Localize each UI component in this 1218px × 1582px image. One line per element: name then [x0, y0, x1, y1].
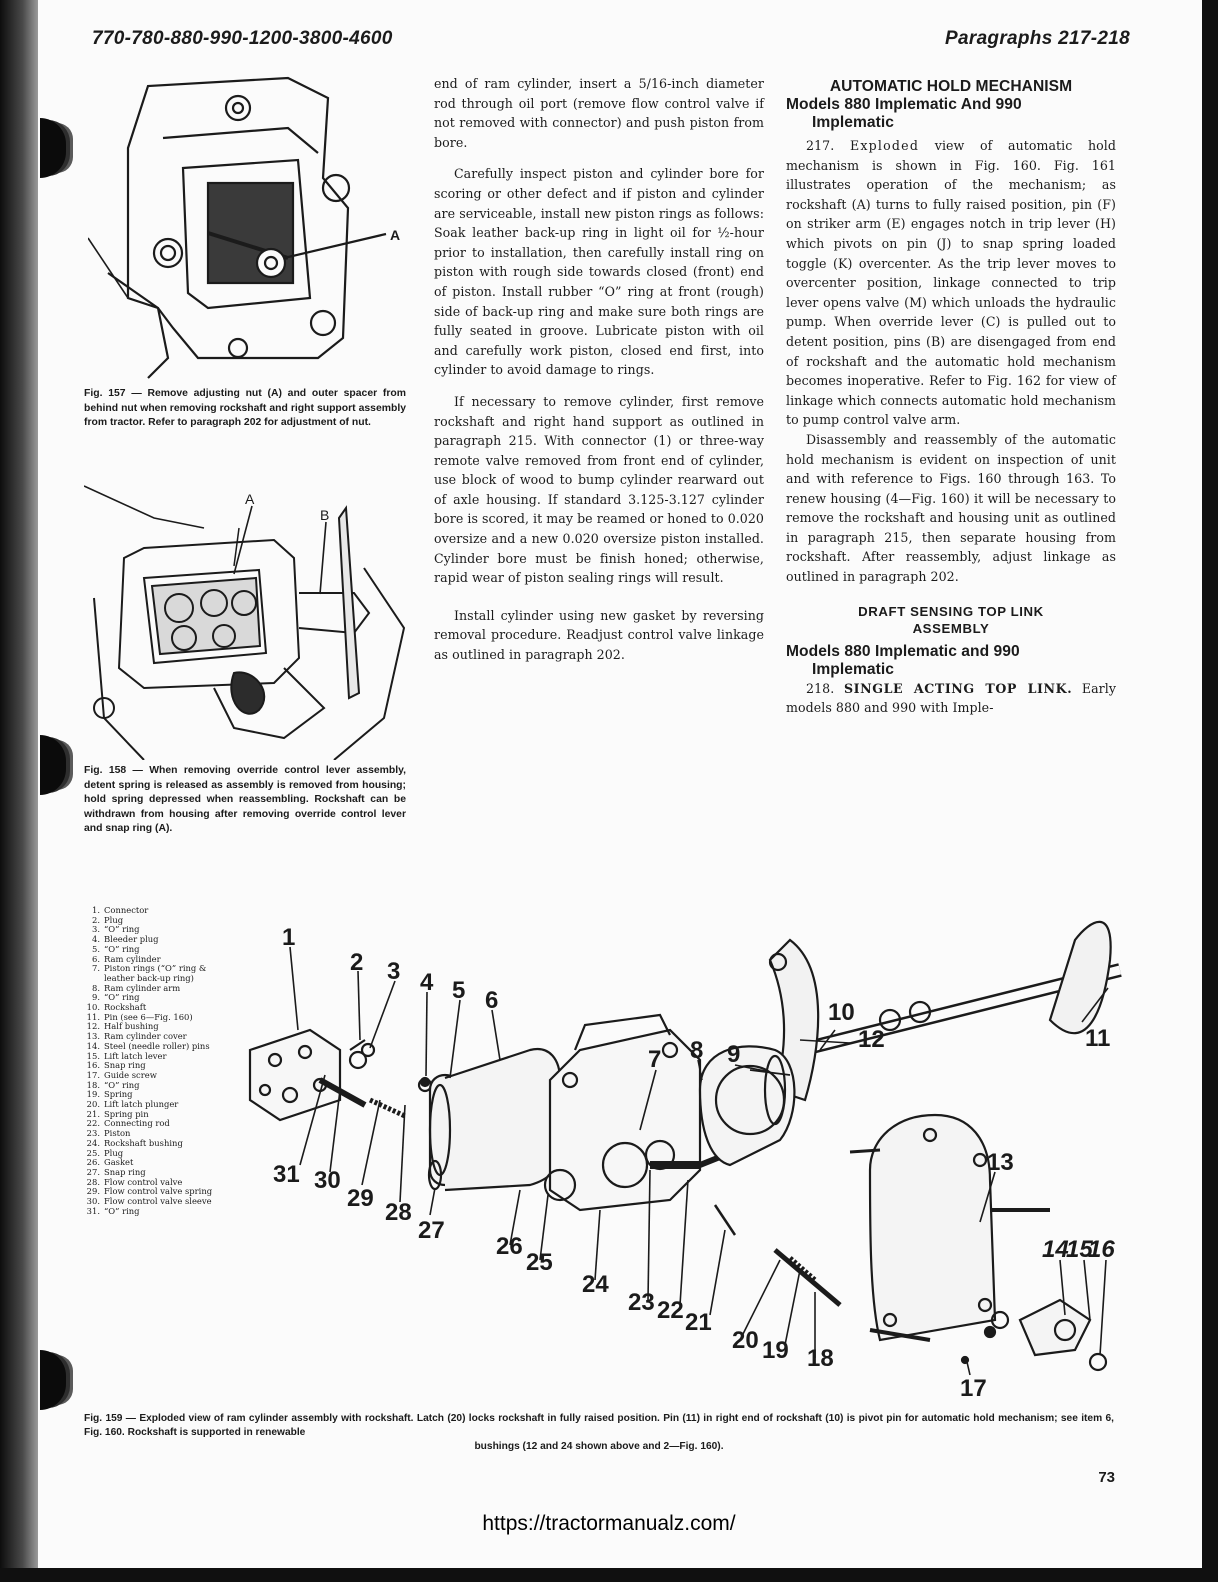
callout-30: 30: [314, 1167, 341, 1194]
legend-item-number: 14.: [86, 1040, 100, 1051]
legend-item-number: 8.: [92, 982, 100, 993]
paragraph-218-heading: SINGLE ACTING TOP LINK.: [843, 680, 1073, 696]
legend-item-number: 3.: [92, 924, 100, 935]
col2-paragraph-4: Install cylinder using new gasket by reversing removal procedure. Readjust control valve linkage as outlined in paragraph 202.: [434, 607, 764, 663]
legend-item-number: 13.: [86, 1031, 100, 1042]
page-number: 73: [1098, 1469, 1115, 1486]
paragraph-218: [786, 679, 1116, 718]
callout-16: 16: [1088, 1236, 1115, 1263]
fig157-label-a: A: [390, 227, 401, 243]
fig159-drawing: [230, 900, 1130, 1400]
callout-8: 8: [690, 1037, 704, 1064]
heading-draft-line2: ASSEMBLY: [912, 620, 990, 636]
callout-29: 29: [347, 1185, 374, 1212]
callout-4: 4: [420, 969, 434, 996]
col2-paragraph-3: If necessary to remove cylinder, first remove rockshaft and right hand support as outlined in paragraph 215. With connector (1) or three-way remote valve removed from front end of cylinder, use block of wood to bump cylinder rearward out of axle housing. If standard 3.125-3.127 cylinder bore is scored, it may be reamed or honed to 0.020 oversize and a new 0.020 oversize piston installed. Cylinder bore must be finish honed; otherwise, rapid wear of piston sealing rings will result.: [434, 393, 764, 586]
paragraph-218-number: 218.: [806, 680, 835, 696]
paragraph-disassembly: Disassembly and reassembly of the automatic hold mechanism is evident on inspection of unit and with reference to Figs. 160 through 163. To renew housing (4—Fig. 160) it will be necessary to remove the rockshaft and housing unit as outlined in paragraph 215, then separate housing from rockshaft. After reassembly, adjust linkage as outlined in paragraph 202.: [786, 431, 1116, 585]
legend-item-text: Flow control valve: [104, 1176, 183, 1187]
heading-automatic-hold: AUTOMATIC HOLD MECHANISM: [829, 78, 1073, 95]
legend-item-text: “O” ring: [104, 992, 140, 1003]
fig157-leader-line: [284, 234, 386, 258]
callout-3: 3: [387, 958, 401, 985]
legend-item-text: Plug: [104, 1147, 124, 1158]
legend-item-text: Spring: [104, 1089, 133, 1100]
callout-27: 27: [418, 1217, 445, 1244]
callout-10: 10: [828, 999, 855, 1026]
fig157-caption: Fig. 157 — Remove adjusting nut (A) and outer spacer from behind nut when removing rockshaft and right support assembly from tractor. Refer to paragraph 202 for adjustment of nut.: [84, 388, 406, 428]
heading-draft-sensing: [786, 603, 1116, 637]
legend-item-text: Connector: [104, 905, 149, 915]
heading-models-2-line1: Models 880 Implematic and 990: [786, 642, 1020, 660]
legend-item-number: 4.: [92, 934, 100, 945]
legend-item-number: 28.: [86, 1176, 100, 1187]
legend-item-text: “O” ring: [104, 924, 140, 935]
heading-models-2: [786, 643, 1116, 679]
legend-item-text: “O” ring: [104, 1205, 140, 1216]
legend-item-text: Rockshaft: [104, 1002, 147, 1013]
legend-item-text: Connecting rod: [104, 1118, 170, 1129]
paragraph-217-number: 217.: [806, 138, 835, 153]
fig159-caption-main: Fig. 159 — Exploded view of ram cylinder assembly with rockshaft. Latch (20) locks rockshaft in fully raised position. Pin (11) in right end of rockshaft (10) is pivot pin for automatic hold mechanism; see item 6, Fig. 160. Rockshaft is supported in renewable: [84, 1413, 1114, 1438]
legend-item-number: 24.: [86, 1137, 100, 1148]
scan-border-bottom: [0, 1568, 1218, 1582]
legend-item-number: 29.: [86, 1186, 100, 1197]
legend-item-number: 12.: [86, 1021, 100, 1032]
legend-item-number: 16.: [86, 1060, 100, 1071]
legend-item-text: Flow control valve sleeve: [104, 1196, 212, 1207]
legend-item-text: Gasket: [104, 1157, 134, 1168]
fig158-label-b: B: [320, 507, 330, 523]
legend-item-number: 17.: [86, 1069, 100, 1080]
legend-item-text: Flow control valve spring: [104, 1186, 213, 1197]
legend-item-number: 2.: [92, 914, 100, 925]
legend-item-text: Pin (see 6—Fig. 160): [104, 1011, 193, 1022]
legend-item-text: Lift latch plunger: [104, 1099, 179, 1110]
legend-item-number: 5.: [92, 943, 100, 954]
fig158-illustration: [84, 478, 410, 760]
heading-models-1-line2: Implematic: [812, 114, 894, 131]
binding-shadow: [0, 0, 38, 1568]
fig158-label-a: A: [245, 491, 255, 507]
column-middle: [434, 74, 764, 677]
callout-5: 5: [452, 977, 466, 1004]
legend-item-text: “O” ring: [104, 1079, 140, 1090]
fig159-parts-legend: [84, 906, 224, 1217]
callout-18: 18: [807, 1345, 834, 1372]
paragraph-218-text: Early models 880 and 990 with Imple-: [786, 680, 1116, 716]
header-paragraphs: Paragraphs 217-218: [945, 28, 1130, 49]
legend-item-number: 19.: [86, 1089, 100, 1100]
legend-item-number: 25.: [86, 1147, 100, 1158]
legend-item-text: “O” ring: [104, 943, 140, 954]
callout-31: 31: [273, 1161, 300, 1188]
fig159-caption-last-line: bushings (12 and 24 shown above and 2—Fig. 160).: [474, 1441, 724, 1452]
legend-item-number: 1.: [92, 905, 100, 915]
callout-28: 28: [385, 1199, 412, 1226]
scan-border-right: [1202, 0, 1218, 1582]
legend-item-number: 9.: [92, 992, 100, 1003]
fig157-illustration: [88, 58, 410, 383]
paragraph-217-lead: Exploded: [849, 138, 920, 153]
callout-17: 17: [960, 1375, 987, 1400]
callout-9: 9: [727, 1041, 741, 1068]
callout-19: 19: [762, 1337, 789, 1364]
legend-item-number: 27.: [86, 1166, 100, 1177]
legend-item-text: Spring pin: [104, 1108, 149, 1119]
callout-6: 6: [485, 987, 499, 1014]
heading-models-2-line2: Implematic: [812, 660, 894, 678]
legend-item-number: 26.: [86, 1157, 100, 1168]
legend-item-text: Half bushing: [104, 1021, 159, 1032]
callout-26: 26: [496, 1233, 523, 1260]
callout-13: 13: [987, 1149, 1014, 1176]
heading-models-1: [786, 96, 1116, 132]
legend-item-number: 31.: [86, 1205, 100, 1216]
fig158-leader-b: [320, 522, 326, 594]
legend-item-number: 11.: [86, 1011, 100, 1022]
legend-item-number: 7.: [92, 963, 100, 974]
callout-7: 7: [648, 1046, 662, 1073]
callout-14: 14: [1042, 1236, 1069, 1263]
heading-draft-line1: DRAFT SENSING TOP LINK: [858, 603, 1044, 619]
callout-20: 20: [732, 1327, 759, 1354]
legend-item: [84, 1207, 224, 1217]
callout-2: 2: [350, 949, 364, 976]
legend-item-number: 15.: [86, 1050, 100, 1061]
callout-11: 11: [1085, 1025, 1111, 1052]
legend-item-text: Piston: [104, 1128, 131, 1139]
fig159-illustration: [230, 900, 1130, 1400]
callout-22: 22: [657, 1297, 684, 1324]
legend-item-number: 30.: [86, 1196, 100, 1207]
legend-item-number: 22.: [86, 1118, 100, 1129]
fig159-caption: [84, 1412, 1114, 1454]
fig158-drawing: [84, 478, 410, 760]
fig158-caption: Fig. 158 — When removing override control lever assembly, detent spring is released as assembly is removed from housing; hold spring depressed when reassembling. Rockshaft can be withdrawn from housing after removing override control lever and snap ring (A).: [84, 765, 406, 834]
paragraph-217: [786, 136, 1116, 430]
callout-24: 24: [582, 1271, 609, 1298]
fig157-drawing: [88, 58, 410, 383]
callout-12: 12: [858, 1026, 885, 1053]
legend-item-number: 18.: [86, 1079, 100, 1090]
legend-item-text: Piston rings (“O” ring & leather back-up ring): [104, 963, 207, 983]
legend-item-number: 23.: [86, 1128, 100, 1139]
legend-item-number: 20.: [86, 1099, 100, 1110]
source-url: https://tractormanualz.com/: [482, 1512, 736, 1535]
legend-item-text: Steel (needle roller) pins: [104, 1040, 210, 1051]
legend-item-text: Snap ring: [104, 1166, 146, 1177]
legend-item: [84, 964, 224, 983]
legend-item-text: Bleeder plug: [104, 934, 159, 945]
legend-item-text: Lift latch lever: [104, 1050, 167, 1061]
column-right: [786, 78, 1116, 718]
legend-item-text: Ram cylinder arm: [104, 982, 181, 993]
legend-item-text: Rockshaft bushing: [104, 1137, 183, 1148]
header-models: 770-780-880-990-1200-3800-4600: [92, 28, 393, 49]
legend-item-number: 10.: [86, 1002, 100, 1013]
col2-paragraph-2: Carefully inspect piston and cylinder bore for scoring or other defect and if piston and cylinder are serviceable, install new piston rings as follows: Soak leather back-up ring in light oil for ½-hour prior to installation, then carefully install ring on piston with rough side towards closed (front) end of piston. Install rubber “O” ring at front (rough) side of back-up ring and make sure both rings are fully seated in groove. Lubricate piston with oil and carefully work piston, closed end first, into cylinder to avoid damage to rings.: [434, 166, 764, 378]
callout-1: 1: [282, 924, 296, 951]
legend-item-number: 21.: [86, 1108, 100, 1119]
callout-15: 15: [1066, 1236, 1093, 1263]
heading-models-1-line1: Models 880 Implematic And 990: [786, 96, 1022, 113]
paragraph-217-text: view of automatic hold mechanism is shown in Fig. 160. Fig. 161 illustrates operation of the mechanism; as rockshaft (A) turns to fully raised position, pin (F) on striker arm (E) engages notch in trip lever (H) which pivots on pin (J) to snap spring loaded toggle (K) overcenter. As the trip lever moves to overcenter position, linkage connected to trip lever opens valve (M) which unloads the hydraulic pump. When override lever (C) is pulled out to detent position, pins (B) are disengaged from end of rockshaft and the automatic hold mechanism becomes inoperative. Refer to Fig. 162 for view of linkage which connects automatic hold mechanism to pump control valve arm.: [786, 138, 1117, 428]
callout-21: 21: [685, 1309, 712, 1336]
legend-item-number: 6.: [92, 953, 100, 964]
legend-item-text: Snap ring: [104, 1060, 146, 1071]
callout-23: 23: [628, 1289, 655, 1316]
col2-paragraph-1: end of ram cylinder, insert a 5/16-inch diameter rod through oil port (remove flow control valve if not removed with connector) and push piston from bore.: [434, 76, 764, 150]
fig159-parts: [250, 922, 1120, 1370]
legend-item-text: Plug: [104, 914, 124, 925]
callout-25: 25: [526, 1249, 553, 1276]
legend-item-text: Ram cylinder: [104, 953, 161, 964]
legend-item-text: Ram cylinder cover: [104, 1031, 187, 1042]
legend-item-text: Guide screw: [104, 1069, 157, 1080]
